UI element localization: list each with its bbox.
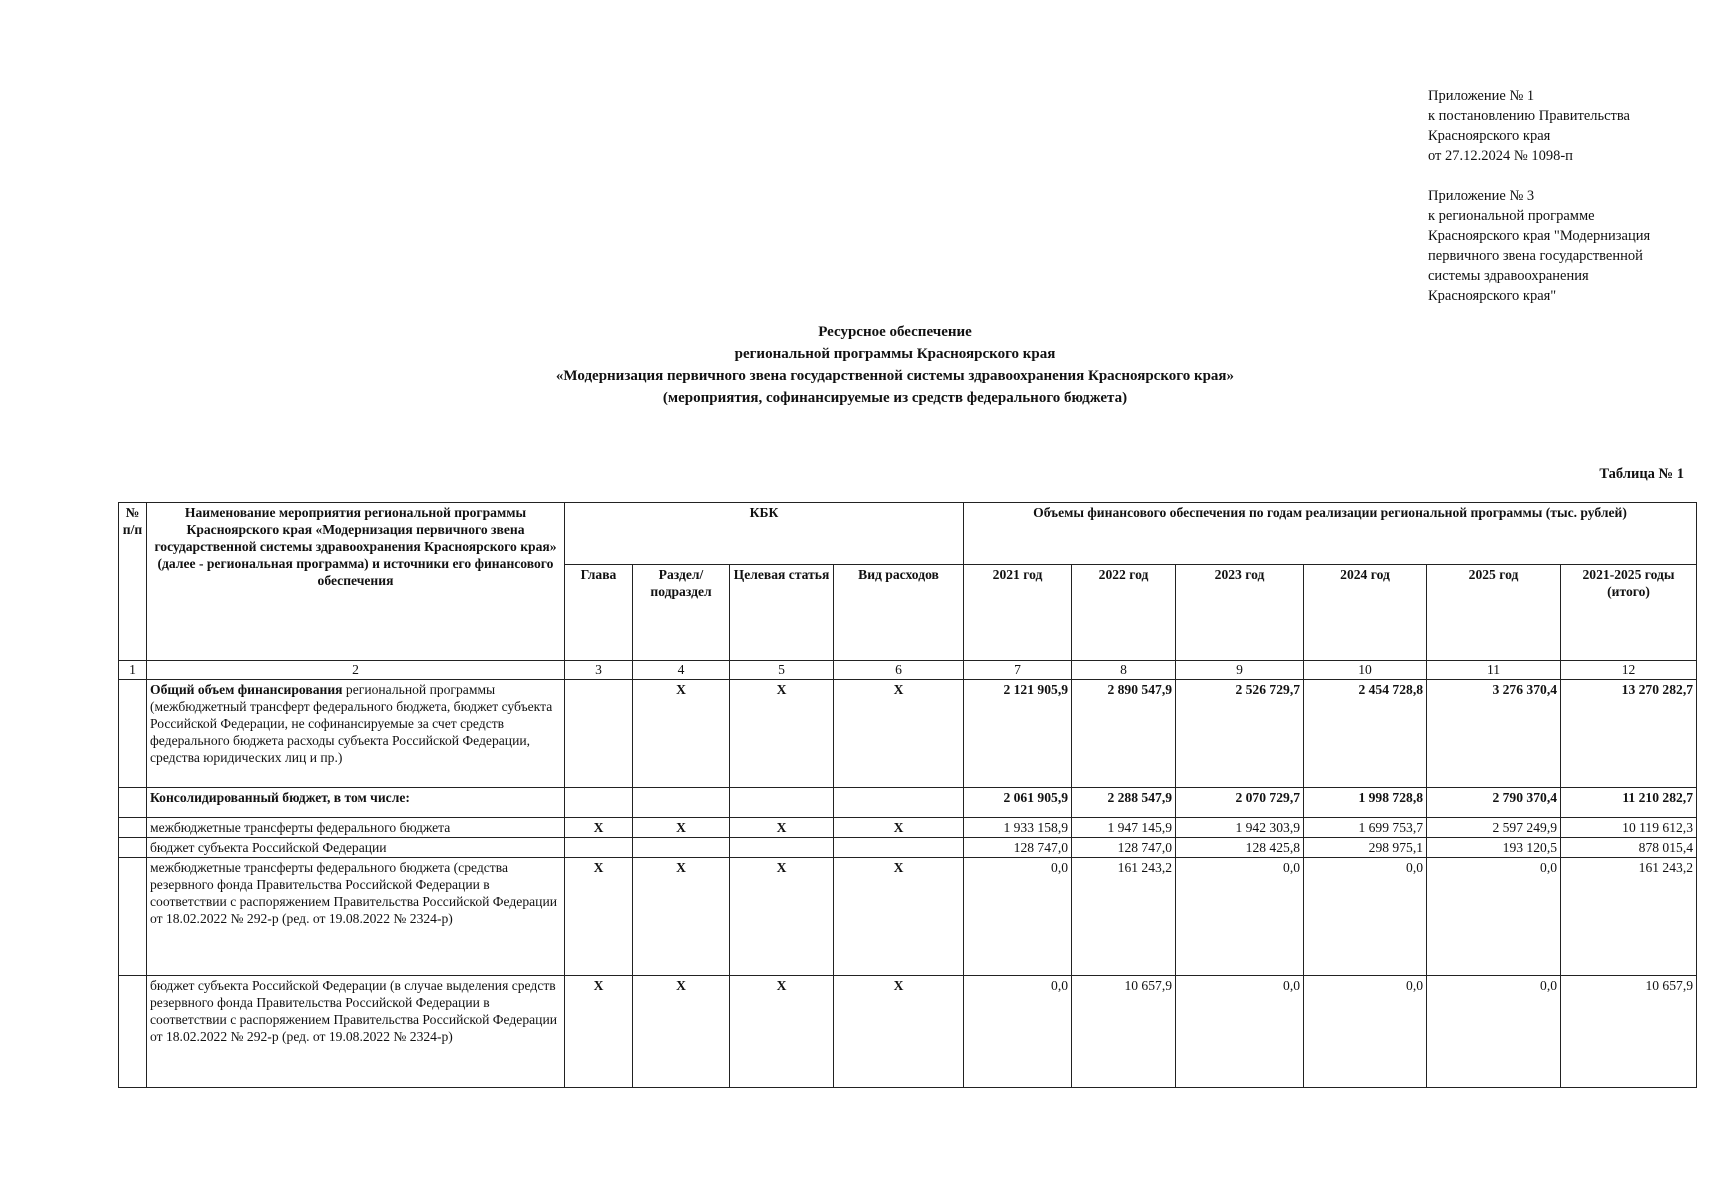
col-num: 6: [834, 661, 964, 680]
header-name: Наименование мероприятия региональной программы Красноярского края «Модернизация первичного звена государственной системы здравоохранения Красноярского края» (далее - региональная программа) и источники его финансового обеспечения: [147, 503, 565, 661]
value-cell: 2 790 370,4: [1427, 788, 1561, 818]
kbk-celevaya-cell: X: [730, 680, 834, 788]
kbk-celevaya-cell: X: [730, 976, 834, 1088]
col-num: 2: [147, 661, 565, 680]
appendix-3-block: [1428, 186, 1650, 306]
kbk-vid-cell: X: [834, 858, 964, 976]
kbk-glava-cell: [565, 788, 633, 818]
resource-table: [118, 502, 1697, 1088]
col-num: 11: [1427, 661, 1561, 680]
kbk-glava-cell: X: [565, 976, 633, 1088]
value-cell: 0,0: [964, 976, 1072, 1088]
title-line: Ресурсное обеспечение: [818, 324, 972, 340]
appendix-3-line: первичного звена государственной: [1428, 248, 1643, 264]
value-cell: 0,0: [1304, 976, 1427, 1088]
header-2021: 2021 год: [964, 565, 1072, 661]
col-num: 10: [1304, 661, 1427, 680]
value-cell: 0,0: [1304, 858, 1427, 976]
row-name-cell: [147, 858, 565, 976]
row-name-cell: [147, 838, 565, 858]
value-cell: 2 890 547,9: [1072, 680, 1176, 788]
col-num: 5: [730, 661, 834, 680]
appendix-1-line: Красноярского края: [1428, 128, 1551, 144]
row-name-text: бюджет субъекта Российской Федерации: [150, 840, 387, 855]
header-razdel: Раздел/ подраздел: [633, 565, 730, 661]
kbk-glava-cell: X: [565, 818, 633, 838]
kbk-razdel-cell: X: [633, 818, 730, 838]
kbk-glava-cell: [565, 680, 633, 788]
kbk-celevaya-cell: X: [730, 818, 834, 838]
value-cell: 298 975,1: [1304, 838, 1427, 858]
kbk-vid-cell: X: [834, 976, 964, 1088]
row-num-cell: [119, 838, 147, 858]
value-cell: 193 120,5: [1427, 838, 1561, 858]
header-glava: Глава: [565, 565, 633, 661]
appendix-1-line: Приложение № 1: [1428, 88, 1535, 104]
kbk-glava-cell: X: [565, 858, 633, 976]
value-cell: 10 657,9: [1072, 976, 1176, 1088]
appendix-3-line: Приложение № 3: [1428, 188, 1535, 204]
table-row: [119, 818, 1697, 838]
appendix-3-line: системы здравоохранения: [1428, 268, 1589, 284]
header-2022: 2022 год: [1072, 565, 1176, 661]
value-cell: 1 933 158,9: [964, 818, 1072, 838]
col-num: 8: [1072, 661, 1176, 680]
appendix-3-line: к региональной программе: [1428, 208, 1595, 224]
value-cell: 10 657,9: [1561, 976, 1697, 1088]
row-name-text: межбюджетные трансферты федерального бюджета: [150, 820, 451, 835]
value-cell: 2 121 905,9: [964, 680, 1072, 788]
table-row: [119, 788, 1697, 818]
title-line: «Модернизация первичного звена государственной системы здравоохранения Красноярского края»: [555, 368, 1235, 384]
value-cell: 878 015,4: [1561, 838, 1697, 858]
header-total: 2021-2025 годы (итого): [1561, 565, 1697, 661]
col-num: 3: [565, 661, 633, 680]
table-row: [119, 858, 1697, 976]
col-num: 12: [1561, 661, 1697, 680]
header-volumes: Объемы финансового обеспечения по годам реализации региональной программы (тыс. рублей): [964, 503, 1697, 565]
value-cell: 2 288 547,9: [1072, 788, 1176, 818]
value-cell: 2 061 905,9: [964, 788, 1072, 818]
kbk-razdel-cell: X: [633, 858, 730, 976]
kbk-vid-cell: X: [834, 680, 964, 788]
value-cell: 2 526 729,7: [1176, 680, 1304, 788]
header-2024: 2024 год: [1304, 565, 1427, 661]
appendix-3-line: Красноярского края": [1428, 288, 1557, 304]
appendix-1-line: от 27.12.2024 № 1098-п: [1428, 148, 1573, 164]
appendix-3-line: Красноярского края "Модернизация: [1428, 228, 1651, 244]
row-name-cell: [147, 788, 565, 818]
header-vid: Вид расходов: [834, 565, 964, 661]
value-cell: 1 942 303,9: [1176, 818, 1304, 838]
col-num: 1: [119, 661, 147, 680]
value-cell: 2 597 249,9: [1427, 818, 1561, 838]
col-num: 7: [964, 661, 1072, 680]
value-cell: 0,0: [964, 858, 1072, 976]
value-cell: 1 947 145,9: [1072, 818, 1176, 838]
col-num: 9: [1176, 661, 1304, 680]
value-cell: 3 276 370,4: [1427, 680, 1561, 788]
value-cell: 2 454 728,8: [1304, 680, 1427, 788]
column-number-row: [119, 661, 1697, 680]
appendix-1-line: к постановлению Правительства: [1428, 108, 1630, 124]
kbk-celevaya-cell: X: [730, 858, 834, 976]
table-number-label: Таблица № 1: [1599, 466, 1684, 482]
row-name-cell: [147, 976, 565, 1088]
kbk-razdel-cell: X: [633, 680, 730, 788]
row-name-cell: [147, 818, 565, 838]
row-num-cell: [119, 976, 147, 1088]
table-row: [119, 838, 1697, 858]
value-cell: 1 998 728,8: [1304, 788, 1427, 818]
title-line: региональной программы Красноярского края: [734, 346, 1056, 362]
header-num: № п/п: [119, 503, 147, 661]
value-cell: 2 070 729,7: [1176, 788, 1304, 818]
value-cell: 0,0: [1176, 858, 1304, 976]
value-cell: 10 119 612,3: [1561, 818, 1697, 838]
row-name-text: региональной программы (межбюджетный трансферт федерального бюджета, бюджет субъекта Российской Федерации, не софинансируемые за счет средств федерального бюджета расходы субъекта Российской Федерации, средства юридических лиц и пр.): [150, 682, 553, 765]
table-row: [119, 976, 1697, 1088]
kbk-celevaya-cell: [730, 788, 834, 818]
row-name-text: межбюджетные трансферты федерального бюджета (средства резервного фонда Правительства Российской Федерации в соответствии с распоряжением Правительства Российской Федерации от 18.02.2022 № 292-р (ред. от 19.08.2022 № 2324-р): [150, 860, 557, 926]
kbk-razdel-cell: [633, 838, 730, 858]
kbk-razdel-cell: [633, 788, 730, 818]
kbk-celevaya-cell: [730, 838, 834, 858]
value-cell: 11 210 282,7: [1561, 788, 1697, 818]
table-row: [119, 680, 1697, 788]
value-cell: 128 747,0: [964, 838, 1072, 858]
value-cell: 161 243,2: [1072, 858, 1176, 976]
value-cell: 0,0: [1427, 858, 1561, 976]
value-cell: 13 270 282,7: [1561, 680, 1697, 788]
kbk-vid-cell: [834, 788, 964, 818]
kbk-vid-cell: X: [834, 818, 964, 838]
value-cell: 0,0: [1427, 976, 1561, 1088]
appendix-1-block: [1428, 86, 1630, 166]
table-body: [119, 680, 1697, 1088]
kbk-glava-cell: [565, 838, 633, 858]
row-num-cell: [119, 858, 147, 976]
kbk-vid-cell: [834, 838, 964, 858]
row-name-text: бюджет субъекта Российской Федерации (в случае выделения средств резервного фонда Правительства Российской Федерации в соответствии с распоряжением Правительства Российской Федерации от 18.02.2022 № 292-р (ред. от 19.08.2022 № 2324-р): [150, 978, 557, 1044]
row-num-cell: [119, 788, 147, 818]
document-title: [0, 321, 1716, 409]
header-2023: 2023 год: [1176, 565, 1304, 661]
col-num: 4: [633, 661, 730, 680]
header-kbk: КБК: [565, 503, 964, 565]
header-celevaya: Целевая статья: [730, 565, 834, 661]
row-name-bold: Общий объем финансирования: [150, 682, 343, 697]
title-line: (мероприятия, софинансируемые из средств федерального бюджета): [662, 390, 1128, 406]
header-2025: 2025 год: [1427, 565, 1561, 661]
kbk-razdel-cell: X: [633, 976, 730, 1088]
row-num-cell: [119, 680, 147, 788]
value-cell: 0,0: [1176, 976, 1304, 1088]
row-num-cell: [119, 818, 147, 838]
value-cell: 128 747,0: [1072, 838, 1176, 858]
value-cell: 128 425,8: [1176, 838, 1304, 858]
row-name-cell: [147, 680, 565, 788]
value-cell: 161 243,2: [1561, 858, 1697, 976]
row-name-bold: Консолидированный бюджет, в том числе:: [150, 790, 410, 805]
value-cell: 1 699 753,7: [1304, 818, 1427, 838]
